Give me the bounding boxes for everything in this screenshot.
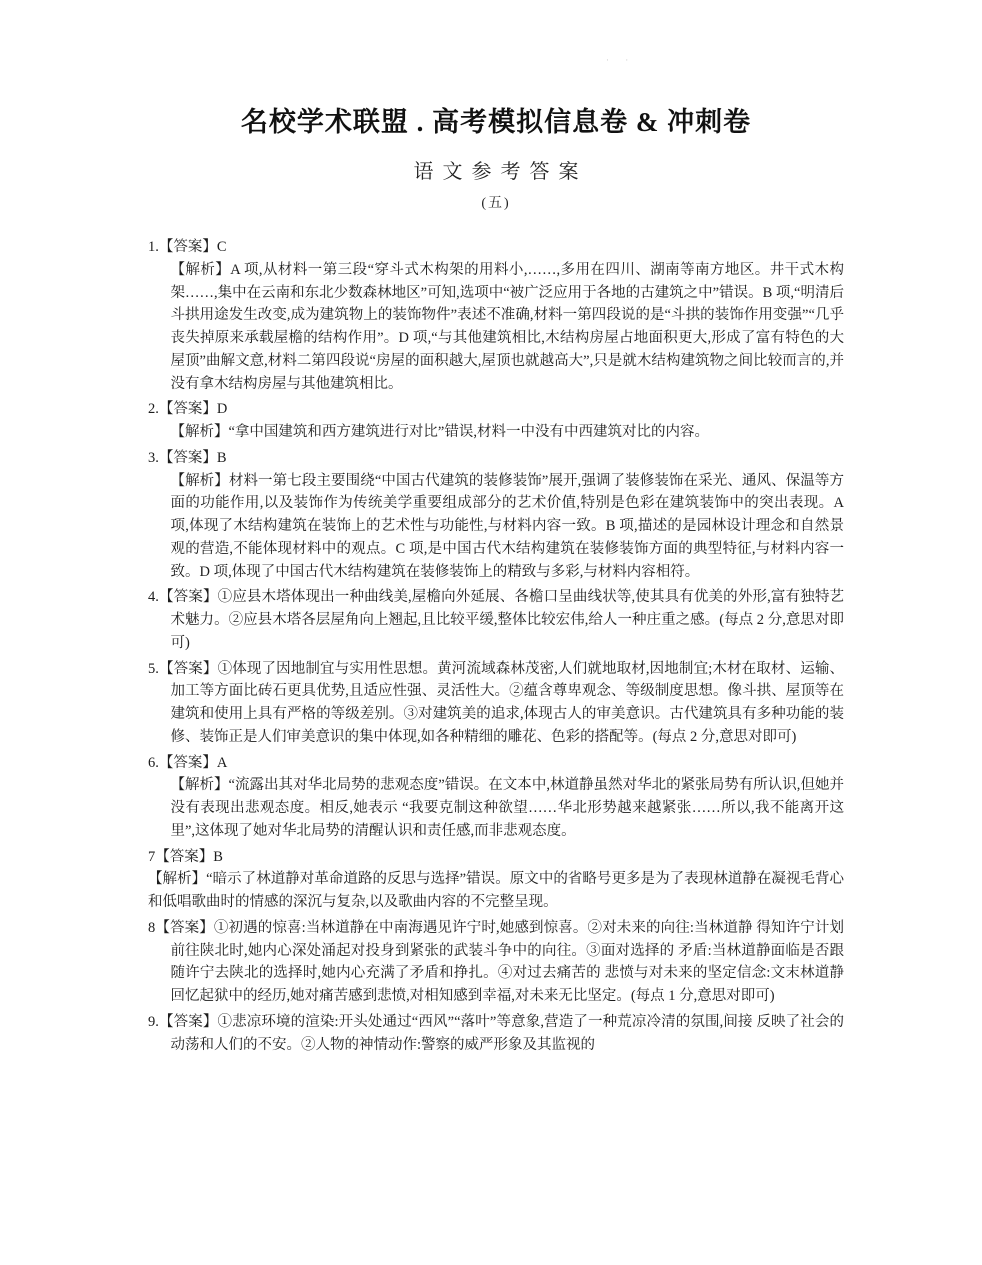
analysis-paragraph: 【解析】“流露出其对华北局势的悲观态度”错误。在文本中,林道静虽然对华北的紧张局势有所认识,但她并没有表现出悲观态度。相反,她表示 “我要克制这种欲望……华北形势越来越紧张……所以,我不能离开这里”,这体现了她对华北局势的清醒认识和责任感,而非悲观态度。 [170, 777, 844, 839]
answer-item-7 [148, 846, 844, 914]
answer-line: 3.【答案】B [148, 449, 227, 466]
answer-line: 8【答案】①初遇的惊喜:当林道静在中南海遇见许宁时,她感到惊喜。②对未来的向往:当林道静 得知许宁计划前往陕北时,她内心深处涌起对投身到紧张的武装斗争中的向往。③面对选择的 矛盾:当林道静面临是否跟随许宁去陕北的选择时,她内心充满了矛盾和挣扎。④对过去痛苦的 悲愤与对未来的坚定信念:文末林道静回忆起狱中的经历,她对痛苦感到悲愤,对相知感到幸福,对未来无比坚定。(每点 1 分,意思对即可) [148, 919, 844, 1004]
answer-line: 5.【答案】①体现了因地制宜与实用性思想。黄河流域森林茂密,人们就地取材,因地制宜;木材在取材、运输、加工等方面比砖石更具优势,且适应性强、灵活性大。②蕴含尊卑观念、等级制度思想。像斗拱、屋顶等在建筑和使用上具有严格的等级差别。③对建筑美的追求,体现古人的审美意识。古代建筑具有多种功能的装修、装饰正是人们审美意识的集中体现,如各种精细的雕花、色彩的搭配等。(每点 2 分,意思对即可) [148, 660, 844, 745]
answer-line: 9.【答案】①悲凉环境的渲染:开头处通过“西风”“落叶”等意象,营造了一种荒凉冷清的氛围,间接 反映了社会的动荡和人们的不安。②人物的神情动作:警察的威严形象及其监视的 [148, 1013, 844, 1053]
scan-artifact-dots: · · [606, 55, 636, 65]
analysis-paragraph: 【解析】“拿中国建筑和西方建筑进行对比”错误,材料一中没有中西建筑对比的内容。 [170, 424, 709, 440]
answer-line: 7【答案】B [148, 848, 223, 865]
document-title: 名校学术联盟 . 高考模拟信息卷 & 冲刺卷 [240, 107, 752, 137]
answer-item-6 [148, 752, 844, 843]
answer-line: 2.【答案】D [148, 401, 228, 418]
document-subtitle: 语文参考答案 [413, 161, 588, 183]
answer-item-9 [148, 1011, 844, 1057]
answer-item-2 [148, 398, 844, 444]
answer-line: 4.【答案】①应县木塔体现出一种曲线美,屋檐向外延展、各檐口呈曲线状等,使其具有优美的外形,富有独特艺术魅力。②应县木塔各层屋角向上翘起,且比较平缓,整体比较宏伟,给人一种庄重之感。(每点 2 分,意思对即可) [148, 589, 844, 651]
answer-item-3 [148, 447, 844, 584]
answer-item-1 [148, 236, 844, 395]
analysis-paragraph: 【解析】A 项,从材料一第三段“穿斗式木构架的用料小,……,多用在四川、湖南等南方地区。井干式木构架……,集中在云南和东北少数森林地区”可知,选项中“被广泛应用于各地的古建筑之中”错误。B 项,“明清后斗拱用途发生改变,成为建筑物上的装饰物件”表述不准确,材料一第四段说的是“斗拱的装饰作用变强”“几乎丧失掉原来承载屋檐的结构作用”。D 项,“与其他建筑相比,木结构房屋占地面积更大,形成了富有特色的大屋顶”曲解文意,材料二第四段说“房屋的面积越大,屋顶也就越高大”,只是就木结构建筑物之间比较而言的,并没有拿木结构房屋与其他建筑相比。 [170, 261, 844, 392]
analysis-paragraph: 【解析】“暗示了林道静对革命道路的反思与选择”错误。原文中的省略号更多是为了表现林道静在凝视毛背心和低唱歌曲时的情感的深沉与复杂,以及歌曲内容的不完整呈现。 [148, 871, 844, 910]
answer-line: 6.【答案】A [148, 754, 228, 771]
answer-item-8 [148, 917, 844, 1008]
paper-number: (五) [481, 196, 511, 211]
answer-item-5 [148, 658, 844, 749]
answer-line: 1.【答案】C [148, 239, 227, 255]
analysis-paragraph: 【解析】材料一第七段主要围绕“中国古代建筑的装修装饰”展开,强调了装修装饰在采光、通风、保温等方面的功能作用,以及装饰作为传统美学重要组成部分的艺术价值,特别是色彩在建筑装饰中的突出表现。A 项,体现了木结构建筑在装饰上的艺术性与功能性,与材料内容一致。B 项,描述的是园林设计理念和自然景观的营造,不能体现材料中的观点。C 项,是中国古代木结构建筑在装修装饰方面的典型特征,与材料内容一致。D 项,体现了中国古代木结构建筑在装修装饰上的精致与多彩,与材料内容相符。 [170, 472, 844, 580]
answer-item-4 [148, 586, 844, 654]
